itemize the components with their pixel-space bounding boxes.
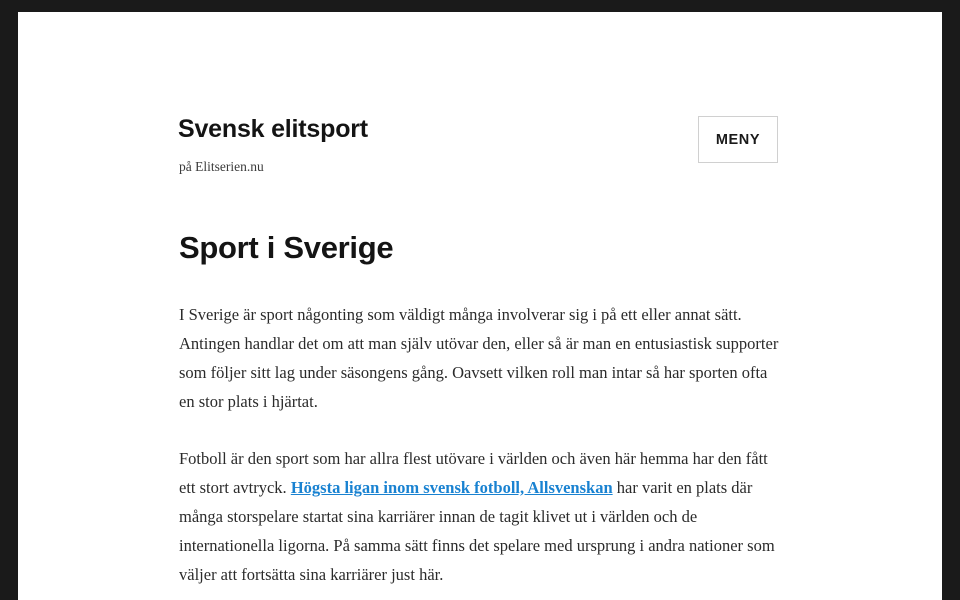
paragraph-2-text-after: har varit en plats där många storspelare startat sina karriärer innan de tagit klivet ut i världen och de internationella ligorna. På samma sätt finns det spelare med ursprung i andra nationer som väljer att fortsätta sina karriärer just här. xyxy=(179,477,775,584)
paragraph-2 xyxy=(179,444,779,589)
paragraph-2-text-before: Fotboll är den sport som har allra flest utövare i världen och även här hemma har den fått ett stort avtryck. xyxy=(179,448,768,497)
site-header xyxy=(18,12,942,174)
paragraph-1: I Sverige är sport någonting som väldigt många involverar sig i på ett eller annat sätt. Antingen handlar det om att man själv utövar den, eller så är man en entusiastisk supporter som följer sitt lag under säsongens gång. Oavsett vilken roll man intar så har sporten ofta en stor plats i hjärtat. xyxy=(179,304,779,411)
article-body xyxy=(179,300,779,589)
site-description: på Elitserien.nu xyxy=(179,159,264,174)
menu-button[interactable]: MENY xyxy=(698,116,778,163)
site-title[interactable]: Svensk elitsport xyxy=(178,115,368,143)
page-title: Sport i Sverige xyxy=(179,230,394,265)
article xyxy=(179,230,779,589)
page-frame xyxy=(18,12,942,600)
allsvenskan-link[interactable]: Högsta ligan inom svensk fotboll, Allsvenskan xyxy=(290,477,613,497)
